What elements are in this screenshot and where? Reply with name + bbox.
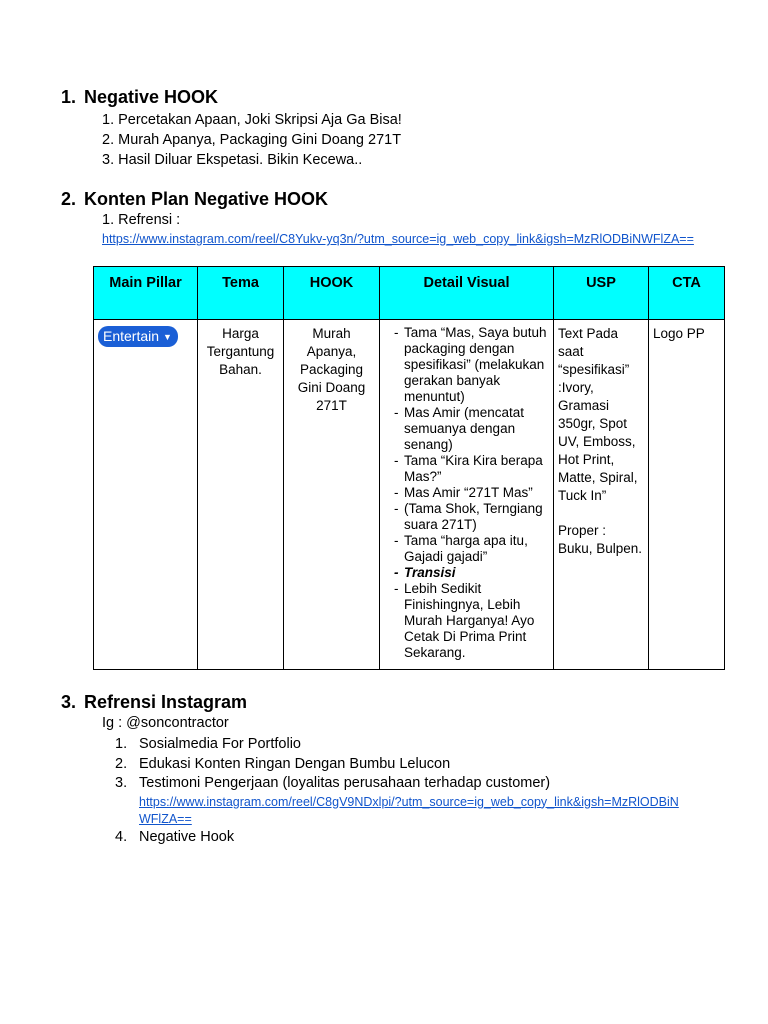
- section-2-title: Konten Plan Negative HOOK: [84, 189, 329, 209]
- list-item-number: 3.: [115, 775, 128, 791]
- header-main-pillar: Main Pillar: [94, 267, 198, 320]
- list-item-text: Testimoni Pengerjaan (loyalitas perusahaan terhadap customer): [139, 775, 551, 791]
- section-3-heading: [61, 692, 247, 713]
- list-item: - Tama “Mas, Saya butuh packaging dengan spesifikasi” (melakukan gerakan banyak menuntut): [404, 325, 549, 405]
- section-3-title: Refrensi Instagram: [84, 692, 248, 712]
- list-item: [115, 774, 679, 828]
- cell-cta: Logo PP: [649, 320, 725, 670]
- cell-hook: Murah Apanya, Packaging Gini Doang 271T: [284, 320, 380, 670]
- list-item: [115, 755, 679, 775]
- list-item: - Mas Amir “271T Mas”: [404, 485, 549, 501]
- table-row: [94, 320, 725, 670]
- instagram-reference-list: [115, 735, 679, 847]
- section-1-heading: [61, 87, 218, 108]
- list-item-number: 1.: [115, 736, 128, 752]
- cell-tema: Harga Tergantung Bahan.: [198, 320, 284, 670]
- header-usp: USP: [554, 267, 649, 320]
- chevron-down-icon: ▼: [163, 332, 172, 342]
- list-item: 2. Murah Apanya, Packaging Gini Doang 271T: [102, 132, 402, 148]
- list-item-transisi: - Transisi: [404, 565, 549, 581]
- cell-detail-visual: [380, 320, 554, 670]
- section-3-number: 3.: [61, 692, 77, 712]
- main-pillar-dropdown-chip[interactable]: [98, 326, 178, 347]
- header-detail-visual: Detail Visual: [380, 267, 554, 320]
- reference-label: 1. Refrensi :: [102, 212, 181, 228]
- list-item: [115, 735, 679, 755]
- list-item: - Lebih Sedikit Finishingnya, Lebih Murah Harganya! Ayo Cetak Di Prima Print Sekarang.: [404, 581, 549, 661]
- header-hook: HOOK: [284, 267, 380, 320]
- detail-visual-list: [384, 325, 549, 661]
- section-1-title: Negative HOOK: [84, 87, 219, 107]
- cell-main-pillar: [94, 320, 198, 670]
- section-2-number: 2.: [61, 189, 77, 209]
- header-tema: Tema: [198, 267, 284, 320]
- usp-proper-text: Proper : Buku, Bulpen.: [558, 523, 643, 556]
- testimoni-reference-link[interactable]: https://www.instagram.com/reel/C8gV9NDxlpi/?utm_source=ig_web_copy_link&igsh=MzRlODBiNWFlZA==: [139, 794, 679, 826]
- list-item-text: Negative Hook: [139, 828, 235, 845]
- list-item: [115, 828, 679, 848]
- section-2-heading: [61, 189, 328, 210]
- list-item-number: 4.: [115, 828, 128, 845]
- instagram-account: Ig : @soncontractor: [102, 715, 229, 731]
- list-item: 1. Percetakan Apaan, Joki Skripsi Aja Ga Bisa!: [102, 112, 402, 128]
- usp-spec-text: Text Pada saat “spesifikasi” :Ivory, Gramasi 350gr, Spot UV, Emboss, Hot Print, Matte, Spiral, Tuck In”: [558, 326, 638, 503]
- list-item-text: Sosialmedia For Portfolio: [139, 736, 301, 752]
- list-item: - (Tama Shok, Terngiang suara 271T): [404, 501, 549, 533]
- cell-usp: [554, 320, 649, 670]
- chip-label: Entertain: [103, 328, 160, 344]
- header-cta: CTA: [649, 267, 725, 320]
- list-item-number: 2.: [115, 755, 128, 772]
- table-header-row: [94, 267, 725, 320]
- list-item-text: Edukasi Konten Ringan Dengan Bumbu Lelucon: [139, 755, 451, 772]
- list-item: 3. Hasil Diluar Ekspetasi. Bikin Kecewa..: [102, 152, 363, 168]
- list-item: - Tama “harga apa itu, Gajadi gajadi”: [404, 533, 549, 565]
- list-item: - Tama “Kira Kira berapa Mas?”: [404, 453, 549, 485]
- content-plan-table: [93, 266, 725, 670]
- negative-hook-list: [102, 110, 402, 170]
- list-item: - Mas Amir (mencatat semuanya dengan senang): [404, 405, 549, 453]
- reference-link[interactable]: https://www.instagram.com/reel/C8Yukv-yq3n/?utm_source=ig_web_copy_link&igsh=MzRlODBiNWFlZA==: [102, 232, 694, 246]
- section-1-number: 1.: [61, 87, 77, 107]
